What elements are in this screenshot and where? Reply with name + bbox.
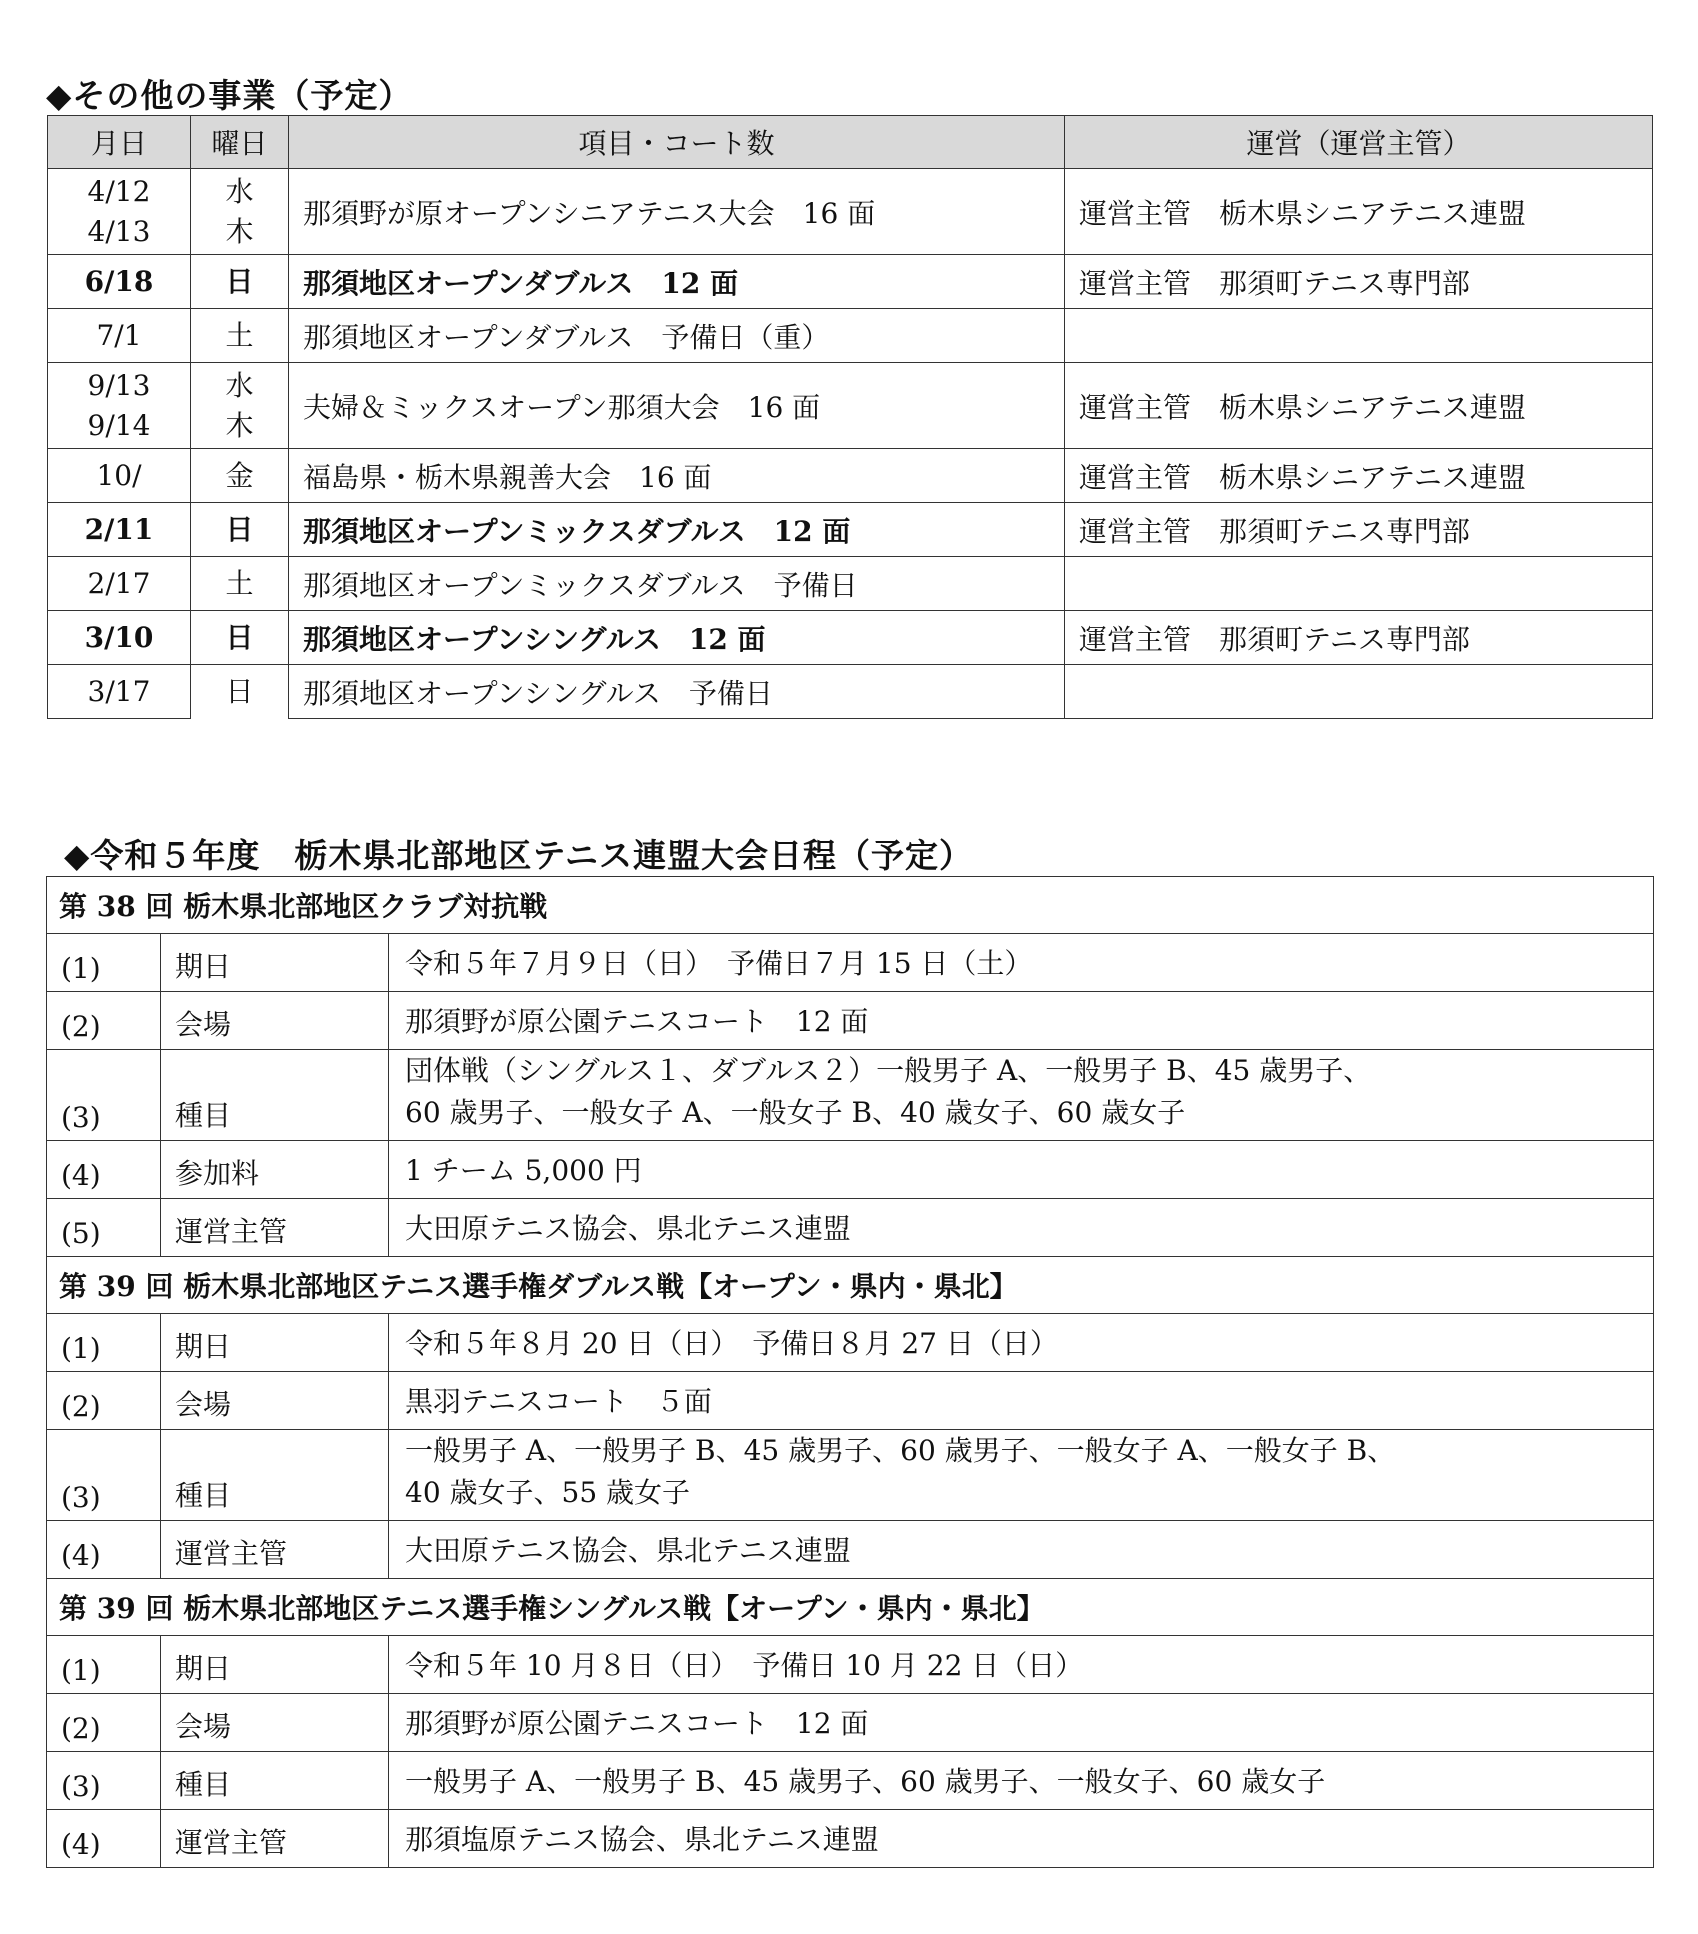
day-text: 木 <box>225 408 254 442</box>
day-cell <box>191 557 289 611</box>
table-row <box>47 1050 1654 1141</box>
date-cell <box>48 449 191 503</box>
org-cell <box>1065 309 1653 363</box>
header-day: 曜日 <box>191 116 289 169</box>
row-number: (2) <box>47 1694 161 1752</box>
tournament-title: 第 39 回 栃木県北部地区テニス選手権シングルス戦【オープン・県内・県北】 <box>47 1579 1654 1636</box>
row-key: 会場 <box>161 1694 389 1752</box>
row-number: (1) <box>47 1636 161 1694</box>
table-row <box>47 1694 1654 1752</box>
row-value <box>389 934 1654 992</box>
table-row <box>47 1752 1654 1810</box>
date-cell <box>48 363 191 449</box>
org-cell: 運営主管 栃木県シニアテニス連盟 <box>1065 363 1653 449</box>
date-text: 9/13 <box>87 368 151 402</box>
tournament-title: 第 39 回 栃木県北部地区テニス選手権ダブルス戦【オープン・県内・県北】 <box>47 1257 1654 1314</box>
table-row <box>47 1141 1654 1199</box>
row-key: 種目 <box>161 1430 389 1521</box>
table-row <box>47 934 1654 992</box>
header-item: 項目・コート数 <box>289 116 1065 169</box>
day-text: 日 <box>225 512 254 546</box>
row-value <box>389 1199 1654 1257</box>
table-row <box>47 1521 1654 1579</box>
date-cell <box>48 169 191 255</box>
table-row <box>47 992 1654 1050</box>
section-title-other-events: ◆その他の事業（予定） <box>46 76 413 115</box>
item-cell: 那須野が原オープンシニアテニス大会 16 面 <box>289 169 1065 255</box>
row-value-line: 大田原テニス協会、県北テニス連盟 <box>405 1534 851 1567</box>
date-text: 6/18 <box>84 264 154 298</box>
row-value <box>389 1752 1654 1810</box>
day-cell <box>191 503 289 557</box>
table-row <box>47 1430 1654 1521</box>
row-number: (2) <box>47 992 161 1050</box>
org-cell: 運営主管 那須町テニス専門部 <box>1065 255 1653 309</box>
row-value-line: 那須野が原公園テニスコート 12 面 <box>405 1707 869 1740</box>
org-cell: 運営主管 栃木県シニアテニス連盟 <box>1065 169 1653 255</box>
row-value <box>389 1521 1654 1579</box>
row-key: 会場 <box>161 1372 389 1430</box>
row-key: 種目 <box>161 1050 389 1141</box>
tournament-title-row <box>47 877 1654 934</box>
day-text: 日 <box>225 620 254 654</box>
date-text: 3/10 <box>84 620 154 654</box>
row-number: (4) <box>47 1810 161 1868</box>
row-value <box>389 1810 1654 1868</box>
org-cell: 運営主管 那須町テニス専門部 <box>1065 611 1653 665</box>
row-value-line: 令和５年 10 月８日（日） 予備日 10 月 22 日（日） <box>405 1649 1084 1682</box>
date-cell <box>48 611 191 665</box>
date-cell <box>48 503 191 557</box>
row-number: (3) <box>47 1050 161 1141</box>
table-row <box>48 309 1653 363</box>
day-text: 金 <box>225 458 254 492</box>
table-row <box>48 503 1653 557</box>
item-cell: 福島県・栃木県親善大会 16 面 <box>289 449 1065 503</box>
date-cell <box>48 255 191 309</box>
row-key: 運営主管 <box>161 1199 389 1257</box>
date-text: 2/17 <box>87 566 151 600</box>
row-value-line: 令和５年７月９日（日） 予備日７月 15 日（土） <box>405 947 1033 980</box>
row-value-line: 那須野が原公園テニスコート 12 面 <box>405 1005 869 1038</box>
row-key: 運営主管 <box>161 1521 389 1579</box>
row-key: 会場 <box>161 992 389 1050</box>
row-number: (1) <box>47 934 161 992</box>
row-number: (5) <box>47 1199 161 1257</box>
day-text: 日 <box>225 674 254 708</box>
day-cell <box>191 169 289 255</box>
row-value <box>389 1314 1654 1372</box>
table-row <box>47 1314 1654 1372</box>
date-text: 7/1 <box>96 318 142 352</box>
item-cell: 那須地区オープンダブルス 12 面 <box>289 255 1065 309</box>
table-row <box>47 1810 1654 1868</box>
other-events-table <box>47 115 1653 719</box>
item-cell: 那須地区オープンミックスダブルス 予備日 <box>289 557 1065 611</box>
row-key: 種目 <box>161 1752 389 1810</box>
day-text: 水 <box>225 368 254 402</box>
table-row <box>47 1636 1654 1694</box>
row-value-line: 令和５年８月 20 日（日） 予備日８月 27 日（日） <box>405 1327 1058 1360</box>
item-cell: 夫婦＆ミックスオープン那須大会 16 面 <box>289 363 1065 449</box>
row-value <box>389 1141 1654 1199</box>
day-cell <box>191 611 289 665</box>
row-value-line: 60 歳男子、一般女子 A、一般女子 B、40 歳女子、60 歳女子 <box>405 1096 1186 1129</box>
day-cell <box>191 363 289 449</box>
header-org: 運営（運営主管） <box>1065 116 1653 169</box>
row-number: (1) <box>47 1314 161 1372</box>
table-row <box>47 1199 1654 1257</box>
row-number: (4) <box>47 1141 161 1199</box>
row-value-line: 大田原テニス協会、県北テニス連盟 <box>405 1212 851 1245</box>
date-text: 10/ <box>96 458 142 492</box>
tournament-title-row <box>47 1579 1654 1636</box>
org-cell: 運営主管 那須町テニス専門部 <box>1065 503 1653 557</box>
org-cell <box>1065 665 1653 719</box>
table-row <box>48 169 1653 255</box>
row-number: (3) <box>47 1752 161 1810</box>
row-value <box>389 992 1654 1050</box>
tournament-title-row <box>47 1257 1654 1314</box>
section-title-schedule: ◆令和５年度 栃木県北部地区テニス連盟大会日程（予定） <box>64 836 974 875</box>
item-cell: 那須地区オープンダブルス 予備日（重） <box>289 309 1065 363</box>
row-key: 運営主管 <box>161 1810 389 1868</box>
row-value-line: 団体戦（シングルス１、ダブルス２）一般男子 A、一般男子 B、45 歳男子、 <box>405 1054 1372 1087</box>
date-text: 2/11 <box>84 512 154 546</box>
row-number: (2) <box>47 1372 161 1430</box>
table-row <box>48 449 1653 503</box>
date-text: 3/17 <box>87 674 151 708</box>
date-text: 4/12 <box>87 174 151 208</box>
item-cell: 那須地区オープンミックスダブルス 12 面 <box>289 503 1065 557</box>
day-text: 土 <box>225 566 254 600</box>
day-text: 日 <box>225 264 254 298</box>
row-value <box>389 1430 1654 1521</box>
org-cell: 運営主管 栃木県シニアテニス連盟 <box>1065 449 1653 503</box>
day-cell <box>191 665 289 719</box>
table-header-row <box>48 116 1653 169</box>
row-key: 期日 <box>161 1314 389 1372</box>
table-row <box>48 665 1653 719</box>
row-number: (4) <box>47 1521 161 1579</box>
row-key: 期日 <box>161 1636 389 1694</box>
date-text: 9/14 <box>87 408 151 442</box>
date-cell <box>48 557 191 611</box>
row-value <box>389 1636 1654 1694</box>
day-text: 土 <box>225 318 254 352</box>
row-value-line: 40 歳女子、55 歳女子 <box>405 1476 691 1509</box>
item-cell: 那須地区オープンシングルス 予備日 <box>289 665 1065 719</box>
row-value-line: 一般男子 A、一般男子 B、45 歳男子、60 歳男子、一般女子、60 歳女子 <box>405 1765 1326 1798</box>
header-date: 月日 <box>48 116 191 169</box>
table-row <box>48 363 1653 449</box>
tournament-schedule-table <box>46 876 1654 1868</box>
table-row <box>48 611 1653 665</box>
row-number: (3) <box>47 1430 161 1521</box>
table-row <box>47 1372 1654 1430</box>
day-cell <box>191 309 289 363</box>
row-value <box>389 1372 1654 1430</box>
table-row <box>48 557 1653 611</box>
row-value <box>389 1694 1654 1752</box>
row-key: 参加料 <box>161 1141 389 1199</box>
day-cell <box>191 255 289 309</box>
tournament-title: 第 38 回 栃木県北部地区クラブ対抗戦 <box>47 877 1654 934</box>
item-cell: 那須地区オープンシングルス 12 面 <box>289 611 1065 665</box>
day-text: 水 <box>225 174 254 208</box>
date-text: 4/13 <box>87 214 151 248</box>
date-cell <box>48 309 191 363</box>
row-value-line: 一般男子 A、一般男子 B、45 歳男子、60 歳男子、一般女子 A、一般女子 B、 <box>405 1434 1396 1467</box>
row-value-line: 那須塩原テニス協会、県北テニス連盟 <box>405 1823 879 1856</box>
date-cell <box>48 665 191 719</box>
day-cell <box>191 449 289 503</box>
org-cell <box>1065 557 1653 611</box>
row-value <box>389 1050 1654 1141</box>
row-key: 期日 <box>161 934 389 992</box>
table-row <box>48 255 1653 309</box>
row-value-line: 黒羽テニスコート ５面 <box>405 1385 712 1418</box>
row-value-line: 1 チーム 5,000 円 <box>405 1154 642 1187</box>
day-text: 木 <box>225 214 254 248</box>
